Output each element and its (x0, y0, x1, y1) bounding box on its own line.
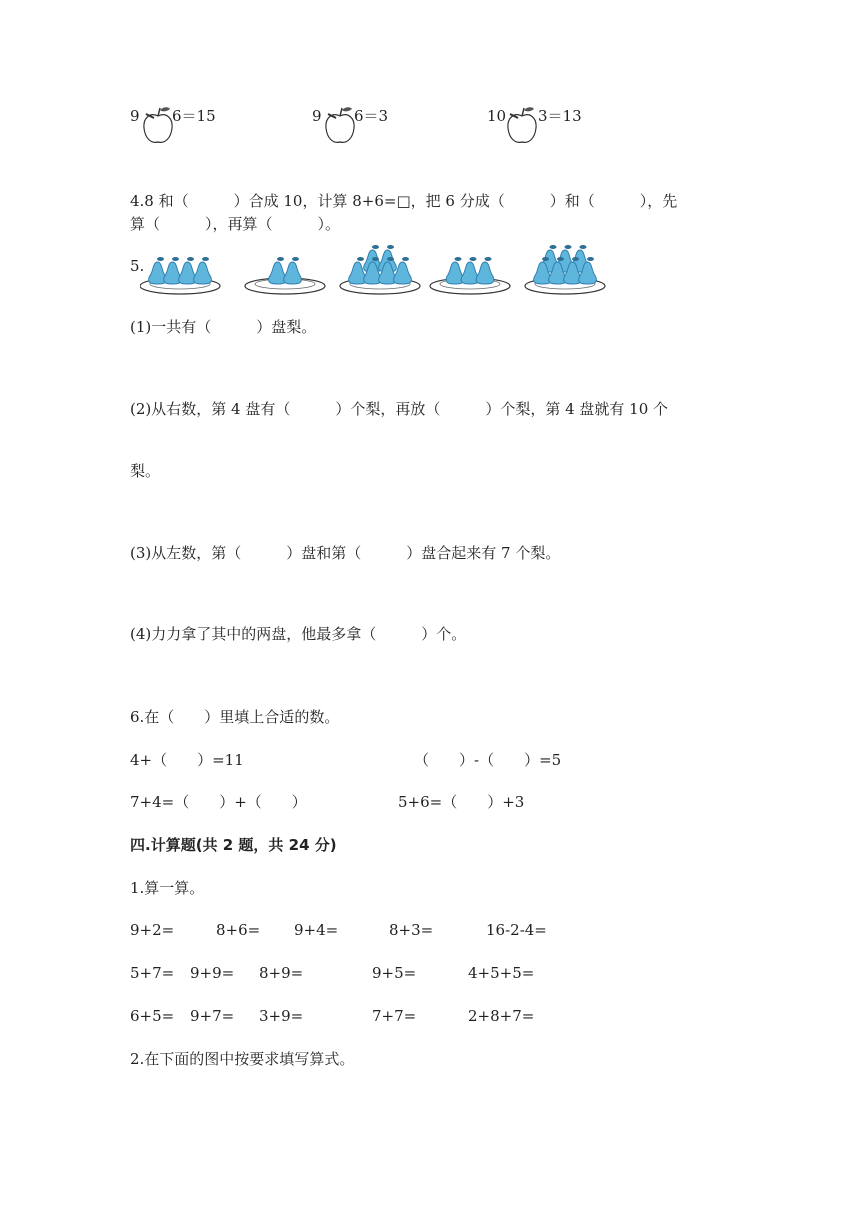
question-6-row2-b: 5+6=（ ）+3 (398, 793, 525, 811)
calc-item: 9+7= (190, 1007, 235, 1025)
apple-icon (140, 104, 176, 148)
pear-icon (476, 262, 494, 284)
pear-leaf (470, 257, 477, 261)
calc-item: 6+5= (130, 1007, 175, 1025)
apple-icon (504, 104, 540, 148)
question-5-label: 5. (130, 257, 145, 275)
calc-item: 9+4= (294, 921, 339, 939)
calc-item: 4+5+5= (468, 964, 535, 982)
pear-plates-illustration (140, 230, 620, 300)
calc-item: 2+8+7= (468, 1007, 535, 1025)
calc-item: 9+5= (372, 964, 417, 982)
pear-icon (194, 262, 212, 284)
pear-plate-4 (430, 257, 510, 294)
pear-leaf (172, 257, 179, 261)
pear-leaf (485, 257, 492, 261)
calc-item: 3+9= (259, 1007, 304, 1025)
question-6-row2-a: 7+4=（ ）+（ ） (130, 793, 307, 811)
apple-expr-left: 10 (487, 107, 507, 125)
section-4-title: 四.计算题(共 2 题，共 24 分) (130, 836, 337, 854)
pear-plate-1 (140, 257, 220, 294)
pear-leaf (542, 257, 549, 261)
question-5-sub3: (3)从左数，第（ ）盘和第（ ）盘合起来有 7 个梨。 (130, 544, 561, 562)
pear-leaf (557, 257, 564, 261)
apple-expr-right: 6＝3 (354, 107, 389, 125)
apple-expr-left: 9 (130, 107, 140, 125)
question-5-sub4: (4)力力拿了其中的两盘，他最多拿（ ）个。 (130, 625, 467, 643)
pear-leaf (187, 257, 194, 261)
pear-plate-2 (245, 257, 325, 294)
pear-leaf (277, 257, 284, 261)
pear-leaf (455, 257, 462, 261)
calc-item: 5+7= (130, 964, 175, 982)
pear-leaf (580, 245, 587, 249)
pear-plate-5 (525, 245, 605, 294)
calc-question-1-title: 1.算一算。 (130, 879, 205, 897)
calc-item: 9+2= (130, 921, 175, 939)
pear-leaf (387, 245, 394, 249)
pear-leaf (587, 257, 594, 261)
pear-leaf (550, 245, 557, 249)
pear-leaf (357, 257, 364, 261)
calc-item: 8+9= (259, 964, 304, 982)
pear-leaf (372, 257, 379, 261)
apple-icon (322, 104, 358, 148)
apple-expr-right: 6＝15 (172, 107, 216, 125)
pear-leaf (572, 257, 579, 261)
calc-item: 9+9= (190, 964, 235, 982)
calc-item: 8+6= (216, 921, 261, 939)
pear-leaf (387, 257, 394, 261)
pear-plate-3 (340, 245, 420, 294)
pear-leaf (202, 257, 209, 261)
calc-item: 16-2-4= (486, 921, 547, 939)
question-6-row1-a: 4+（ ）=11 (130, 751, 244, 769)
apple-expr-right: 3＝13 (538, 107, 582, 125)
question-5-sub1: (1)一共有（ ）盘梨。 (130, 318, 317, 336)
pear-leaf (372, 245, 379, 249)
pear-leaf (292, 257, 299, 261)
calc-item: 8+3= (389, 921, 434, 939)
question-5-sub2-line2: 梨。 (130, 462, 161, 480)
calc-question-2-title: 2.在下面的图中按要求填写算式。 (130, 1050, 355, 1068)
question-4-line1: 4.8 和（ ）合成 10，计算 8+6=□，把 6 分成（ ）和（ ），先 (130, 192, 678, 210)
question-4-line2: 算（ ），再算（ ）。 (130, 215, 341, 233)
question-6-title: 6.在（ ）里填上合适的数。 (130, 708, 340, 726)
pear-leaf (402, 257, 409, 261)
pear-leaf (157, 257, 164, 261)
apple-expr-left: 9 (312, 107, 322, 125)
question-5-sub2-line1: (2)从右数，第 4 盘有（ ）个梨，再放（ ）个梨，第 4 盘就有 10 个 (130, 400, 669, 418)
calc-item: 7+7= (372, 1007, 417, 1025)
question-6-row1-b: （ ）-（ ）=5 (414, 751, 562, 769)
pear-leaf (565, 245, 572, 249)
pear-icon (284, 262, 302, 284)
